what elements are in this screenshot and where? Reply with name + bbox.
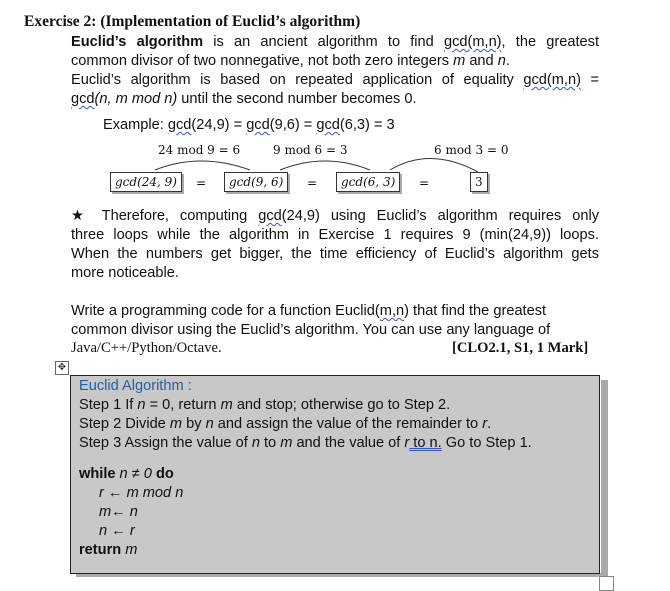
pseudo-assign-r: r ← m mod n	[99, 485, 184, 501]
algorithm-step-3: Step 3 Assign the value of n to m and the value of r to n. Go to Step 1.	[79, 435, 532, 451]
eq-3: =	[419, 176, 430, 190]
result-box: 3	[470, 172, 488, 192]
task-line-2: common divisor using the Euclid’s algorithm. You can use any language of	[71, 322, 551, 338]
intro-text: is an ancient algorithm to find	[203, 34, 444, 50]
eq-1: =	[196, 176, 207, 190]
eq-2: =	[307, 176, 318, 190]
intro-line-3: Euclid’s algorithm is based on repeated application of equality gcd(m,n) =	[71, 72, 600, 88]
intro-text: , the greatest	[501, 34, 599, 50]
arrow-2	[280, 161, 370, 170]
pseudo-while: while n ≠ 0 do	[79, 466, 174, 482]
marks-label: [CLO2.1, S1, 1 Mark]	[452, 340, 589, 356]
move-handle-icon[interactable]: ✥	[55, 361, 69, 375]
intro-line-1	[71, 33, 599, 52]
resize-handle-icon[interactable]	[599, 576, 614, 591]
therefore-line-3: When the numbers get bigger, the time efficiency of Euclid’s algorithm gets	[71, 246, 599, 262]
arrow-3	[390, 158, 478, 172]
exercise-title: Exercise 2: (Implementation of Euclid’s algorithm)	[24, 13, 361, 30]
gcd-box-1: gcd(24, 9)	[110, 172, 182, 192]
gcd-box-3: gcd(6, 3)	[336, 172, 400, 192]
task-line-1: Write a programming code for a function Euclid(m,n) that find the greatest	[71, 303, 547, 319]
task-line-3: Java/C++/Python/Octave.	[71, 340, 222, 356]
therefore-line-1: ★ Therefore, computing gcd(24,9) using Euclid’s algorithm requires only	[71, 208, 600, 224]
arrow-1	[155, 161, 250, 170]
box-shadow	[601, 380, 608, 574]
mod-label-3: 6 mod 3 = 0	[434, 143, 509, 157]
algorithm-box[interactable]	[70, 375, 600, 574]
mod-label-1: 24 mod 9 = 6	[158, 143, 241, 157]
pseudo-assign-m: m← n	[99, 504, 138, 520]
gcd-box-2: gcd(9, 6)	[224, 172, 288, 192]
intro-line-4: gcd(n, m mod n) until the second number becomes 0.	[71, 91, 417, 107]
star-icon: ★	[71, 208, 91, 224]
therefore-line-2: three loops while the algorithm in Exercise 1 requires 9 (min(24,9)) loops.	[71, 227, 599, 243]
algorithm-step-1: Step 1 If n = 0, return m and stop; otherwise go to Step 2.	[79, 397, 451, 413]
pseudo-return: return m	[79, 542, 138, 558]
example-line: Example: gcd(24,9) = gcd(9,6) = gcd(6,3) = 3	[103, 117, 395, 133]
intro-line-2: common divisor of two nonnegative, not both zero integers m and n.	[71, 53, 510, 69]
therefore-line-4: more noticeable.	[71, 265, 179, 281]
gcd-mn: gcd(m,n)	[443, 34, 502, 50]
algorithm-step-2: Step 2 Divide m by n and assign the value of the remainder to r.	[79, 416, 492, 432]
intro-bold: Euclid’s algorithm	[71, 34, 204, 50]
algorithm-heading: Euclid Algorithm :	[79, 378, 192, 394]
mod-label-2: 9 mod 6 = 3	[273, 143, 348, 157]
pseudo-assign-n: n ← r	[99, 523, 135, 539]
